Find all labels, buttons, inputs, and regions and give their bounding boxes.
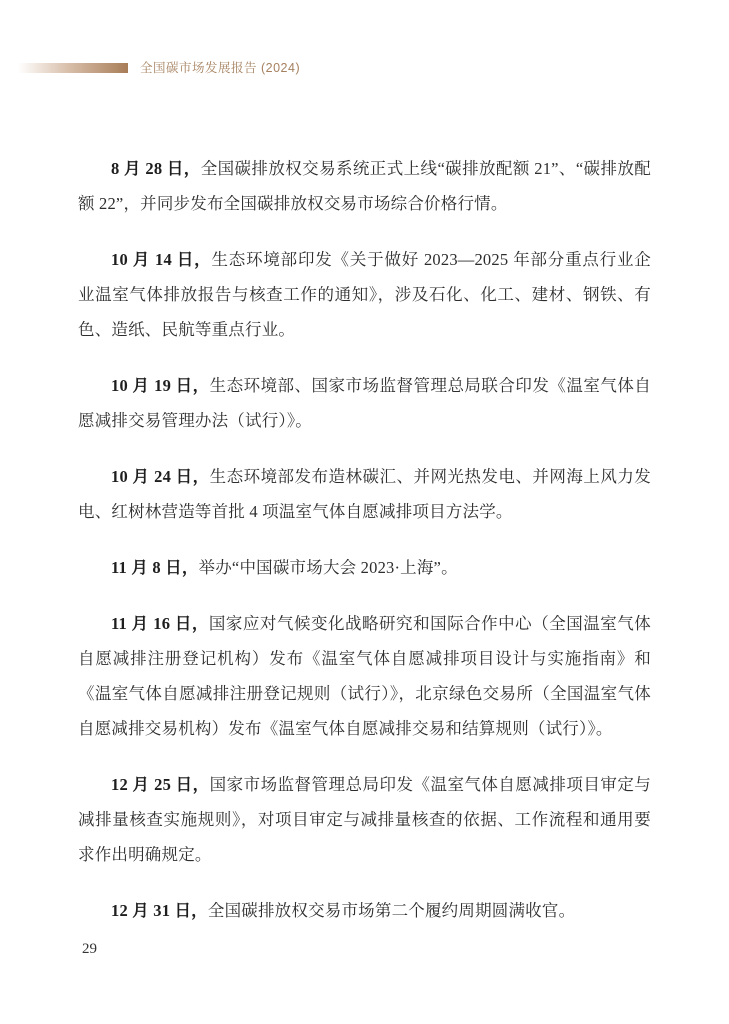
- event-text: 生态环境部、国家市场监督管理总局联合印发《温室气体自愿减排交易管理办法（试行）》。: [78, 376, 652, 430]
- event-text: 国家应对气候变化战略研究和国际合作中心（全国温室气体自愿减排注册登记机构）发布《温室气体自愿减排项目设计与实施指南》和《温室气体自愿减排注册登记规则（试行）》，北京绿色交易所（全国温室气体自愿减排交易机构）发布《温室气体自愿减排交易和结算规则（试行）》。: [78, 614, 652, 738]
- content-area: [78, 151, 651, 949]
- event-paragraph: [78, 242, 651, 347]
- header-gradient-bar: [18, 63, 128, 73]
- event-date: 10 月 14 日，: [111, 250, 212, 269]
- event-paragraph: [78, 459, 651, 529]
- event-text: 生态环境部发布造林碳汇、并网光热发电、并网海上风力发电、红树林营造等首批 4 项温室气体自愿减排项目方法学。: [78, 467, 652, 521]
- event-paragraph: [78, 368, 651, 438]
- event-text: 举办“中国碳市场大会 2023·上海”。: [198, 558, 458, 577]
- event-text: 全国碳排放权交易市场第二个履约周期圆满收官。: [207, 901, 576, 920]
- event-date: 10 月 24 日，: [111, 467, 210, 486]
- header-title: 全国碳市场发展报告 (2024): [140, 61, 301, 75]
- event-date: 8 月 28 日，: [111, 159, 201, 178]
- event-date: 12 月 25 日，: [111, 775, 210, 794]
- page-number: 29: [82, 941, 97, 957]
- event-paragraph: [78, 550, 651, 585]
- event-text: 国家市场监督管理总局印发《温室气体自愿减排项目审定与减排量核查实施规则》，对项目审定与减排量核查的依据、工作流程和通用要求作出明确规定。: [78, 775, 652, 864]
- event-text: 全国碳排放权交易系统正式上线“碳排放配额 21”、“碳排放配额 22”，并同步发布全国碳排放权交易市场综合价格行情。: [78, 159, 651, 213]
- event-date: 10 月 19 日，: [111, 376, 210, 395]
- event-text: 生态环境部印发《关于做好 2023—2025 年部分重点行业企业温室气体排放报告与核查工作的通知》，涉及石化、化工、建材、钢铁、有色、造纸、民航等重点行业。: [78, 250, 651, 339]
- event-paragraph: [78, 767, 651, 872]
- event-date: 11 月 8 日，: [111, 558, 199, 577]
- event-paragraph: [78, 893, 651, 928]
- event-date: 11 月 16 日，: [111, 614, 209, 633]
- event-date: 12 月 31 日，: [111, 901, 208, 920]
- event-paragraph: [78, 606, 651, 746]
- event-paragraph: [78, 151, 651, 221]
- page-header: [0, 0, 729, 90]
